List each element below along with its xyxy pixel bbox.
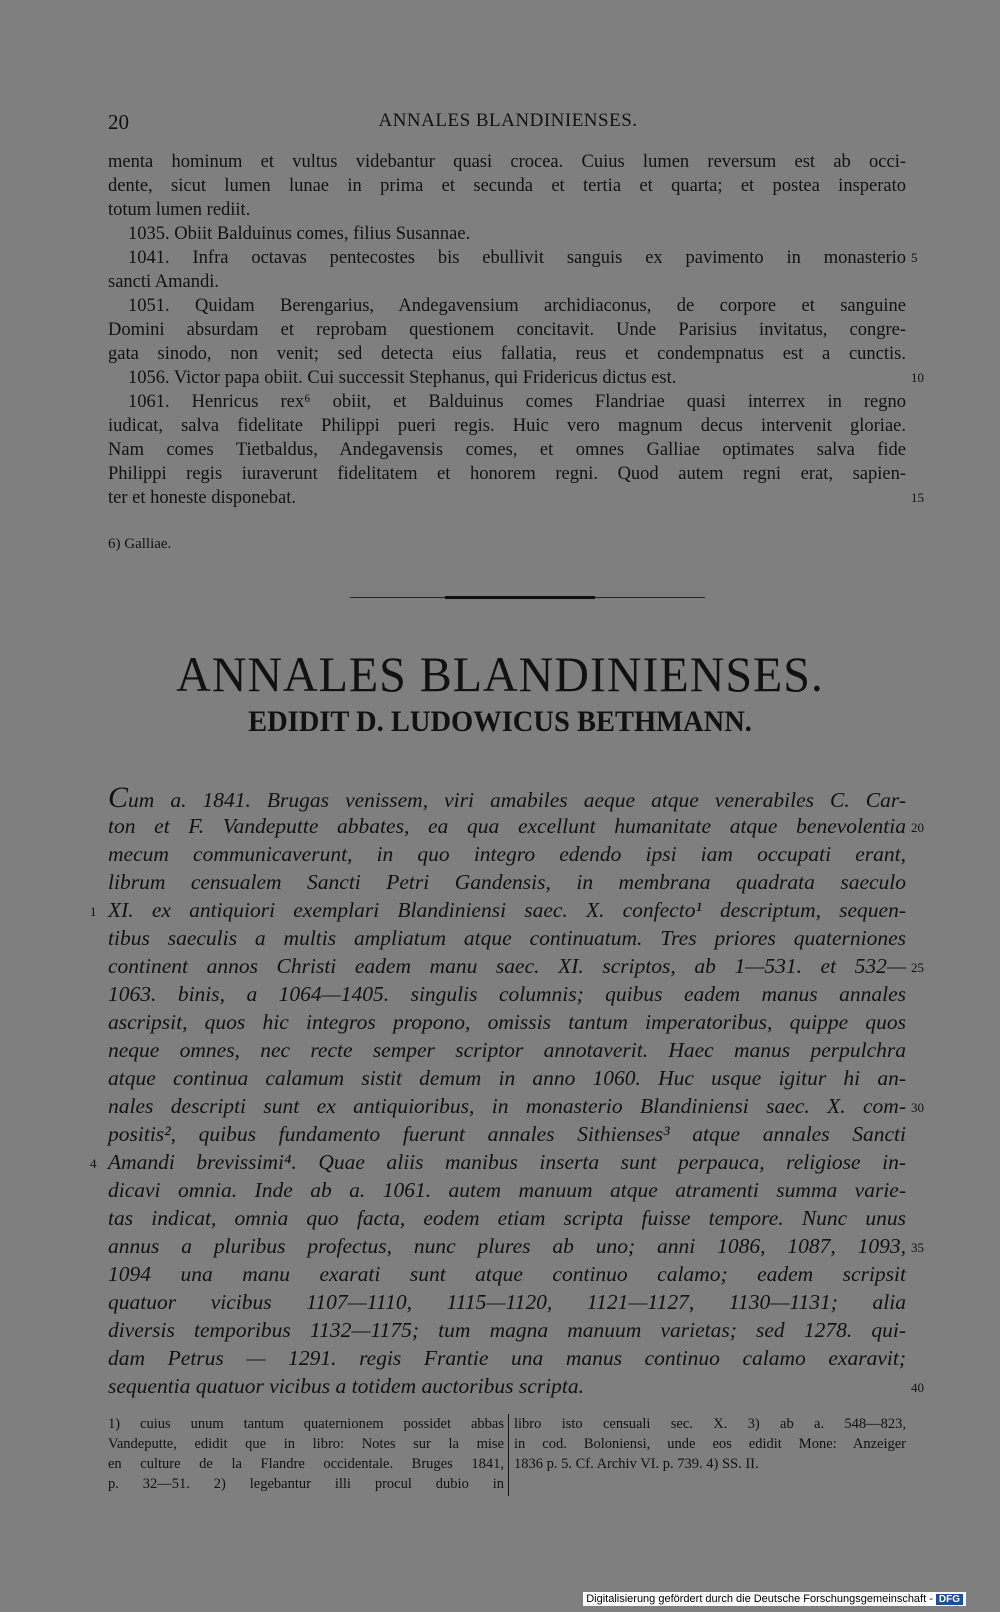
footnote-line: Vandeputte, edidit que in libro: Notes sur la mise <box>108 1436 504 1452</box>
preface-line: Cum a. 1841. Brugas venissem, viri amabiles aeque atque venerabiles C. Car- <box>108 781 906 814</box>
margin-marker: 4 <box>90 1156 97 1171</box>
preface-line: quatuor vicibus 1107—1110, 1115—1120, 1121—1127, 1130—1131; alia <box>108 1290 906 1314</box>
text-line: gata sinodo, non venit; sed detecta eius fallatia, reus et condempnatus est a cunctis. <box>108 344 906 364</box>
preface-line: continent annos Christi eadem manu saec. XI. scriptos, ab 1—531. et 532— <box>108 954 906 978</box>
text-line: 1056. Victor papa obiit. Cui successit Stephanus, qui Fridericus dictus est. <box>128 368 677 388</box>
preface-line: annus a pluribus profectus, nunc plures ab uno; anni 1086, 1087, 1093, <box>108 1234 906 1258</box>
preface-line: librum censualem Sancti Petri Gandensis, in membrana quadrata saeculo <box>108 870 906 894</box>
text-line: Nam comes Tietbaldus, Andegavensis comes, et omnes Galliae optimates salva fide <box>108 440 906 460</box>
text-line: 1051. Quidam Berengarius, Andegavensium archidiaconus, de corpore et sanguine <box>128 296 906 316</box>
preface-line: tibus saeculis a multis ampliatum atque continuatum. Tres priores quaterniones <box>108 926 906 950</box>
line-number: 30 <box>911 1100 924 1115</box>
footnote-line: 1) cuius unum tantum quaternionem possidet abbas <box>108 1416 504 1432</box>
preface-line: mecum communicaverunt, in quo integro edendo ipsi iam occupati erant, <box>108 842 906 866</box>
digitization-credit <box>583 1592 966 1606</box>
line-number: 15 <box>911 490 924 505</box>
dfg-logo: DFG <box>936 1594 963 1605</box>
footnote-divider <box>508 1414 509 1496</box>
preface-line: nales descripti sunt ex antiquioribus, in monasterio Blandiniensi saec. X. com- <box>108 1094 906 1118</box>
preface-line: tas indicat, omnia quo facta, eodem etiam scripta fuisse tempore. Nunc unus <box>108 1206 906 1230</box>
drop-cap: C <box>108 781 129 814</box>
text-line: 1041. Infra octavas pentecostes bis ebullivit sanguis ex pavimento in monasterio <box>128 248 906 268</box>
preface-line: neque omnes, nec recte semper scriptor annotaverit. Haec manus perpulchra <box>108 1038 906 1062</box>
line-number: 20 <box>911 820 924 835</box>
text-line: sancti Amandi. <box>108 272 219 292</box>
text-line: Domini absurdam et reprobam questionem concitavit. Unde Parisius invitatus, congre- <box>108 320 906 340</box>
preface-line: positis², quibus fundamento fuerunt annales Sithienses³ atque annales Sancti <box>108 1122 906 1146</box>
preface-line: diversis temporibus 1132—1175; tum magna manuum varietas; sed 1278. qui- <box>108 1318 906 1342</box>
text-line: menta hominum et vultus videbantur quasi crocea. Cuius lumen reversum est ab occi- <box>108 152 906 172</box>
text-line: iudicat, salva fidelitate Philippi pueri regis. Huic vero magnum decus intervenit gloriae. <box>108 416 906 436</box>
preface-line: 1094 una manu exarati sunt atque continuo calamo; eadem scripsit <box>108 1262 906 1286</box>
footnotes <box>108 1414 906 1514</box>
preface-line: ascripsit, quos hic integros propono, omissis tantum imperatoribus, quippe quos <box>108 1010 906 1034</box>
footnotes-right-column <box>514 1414 906 1474</box>
footnotes-left-column <box>108 1414 504 1494</box>
editor-line: EDIDIT D. LUDOWICUS BETHMANN. <box>248 705 752 738</box>
text-line: totum lumen rediit. <box>108 200 251 220</box>
section-divider <box>350 596 705 599</box>
line-number: 40 <box>911 1380 924 1395</box>
line-number: 35 <box>911 1240 924 1255</box>
preface-line: sequentia quatuor vicibus a totidem auctoribus scripta. <box>108 1374 584 1398</box>
footnote-line: en culture de la Flandre occidentale. Bruges 1841, <box>108 1456 504 1472</box>
line-number: 10 <box>911 370 924 385</box>
preface-line: dam Petrus — 1291. regis Frantie una manus continuo calamo exaravit; <box>108 1346 906 1370</box>
section-title-text: ANNALES BLANDINIENSES. <box>176 646 824 702</box>
preface-line: XI. ex antiquiori exemplari Blandiniensi saec. X. confecto¹ descriptum, sequen- <box>108 898 906 922</box>
credit-text: Digitalisierung gefördert durch die Deutsche Forschungsgemeinschaft - <box>586 1593 933 1605</box>
preface-line: 1063. binis, a 1064—1405. singulis columnis; quibus eadem manus annales <box>108 982 906 1006</box>
line-number: 5 <box>911 250 918 265</box>
preface-line: ton et F. Vandeputte abbates, ea qua excellunt humanitate atque benevolentia <box>108 814 906 838</box>
footnote-line: 1836 p. 5. Cf. Archiv VI. p. 739. 4) SS. II. <box>514 1456 759 1472</box>
page-header <box>108 110 908 140</box>
text-line: ter et honeste disponebat. <box>108 488 297 508</box>
text-line: Philippi regis iuraverunt fidelitatem et honorem regni. Quod autem regni erat, sapien- <box>108 464 906 484</box>
text-line: 1035. Obiit Balduinus comes, filius Susannae. <box>128 224 471 244</box>
preface-line: Amandi brevissimi⁴. Quae aliis manibus inserta sunt perpauca, religiose in- <box>108 1150 906 1174</box>
running-title: ANNALES BLANDINIENSES. <box>378 110 638 131</box>
preface-line: dicavi omnia. Inde ab a. 1061. autem manuum atque atramenti summa varie- <box>108 1178 906 1202</box>
section-title <box>20 645 980 703</box>
preface-line: atque continua calamum sistit demum in anno 1060. Huc usque igitur hi an- <box>108 1066 906 1090</box>
footnote-line: libro isto censuali sec. X. 3) ab a. 548—823, <box>514 1416 906 1432</box>
footnote-line: in cod. Boloniensi, unde eos edidit Mone: Anzeiger <box>514 1436 906 1452</box>
text-line: 1061. Henricus rex⁶ obiit, et Balduinus comes Flandriae quasi interrex in regno <box>128 392 906 412</box>
line-number: 25 <box>911 960 924 975</box>
margin-marker: 1 <box>90 904 97 919</box>
text-line: dente, sicut lumen lunae in prima et secunda et tertia et quarta; et postea insperato <box>108 176 906 196</box>
footnote-6: 6) Galliae. <box>108 536 172 552</box>
page-number: 20 <box>108 110 129 134</box>
footnote-line: p. 32—51. 2) legebantur illi procul dubio in <box>108 1476 504 1492</box>
